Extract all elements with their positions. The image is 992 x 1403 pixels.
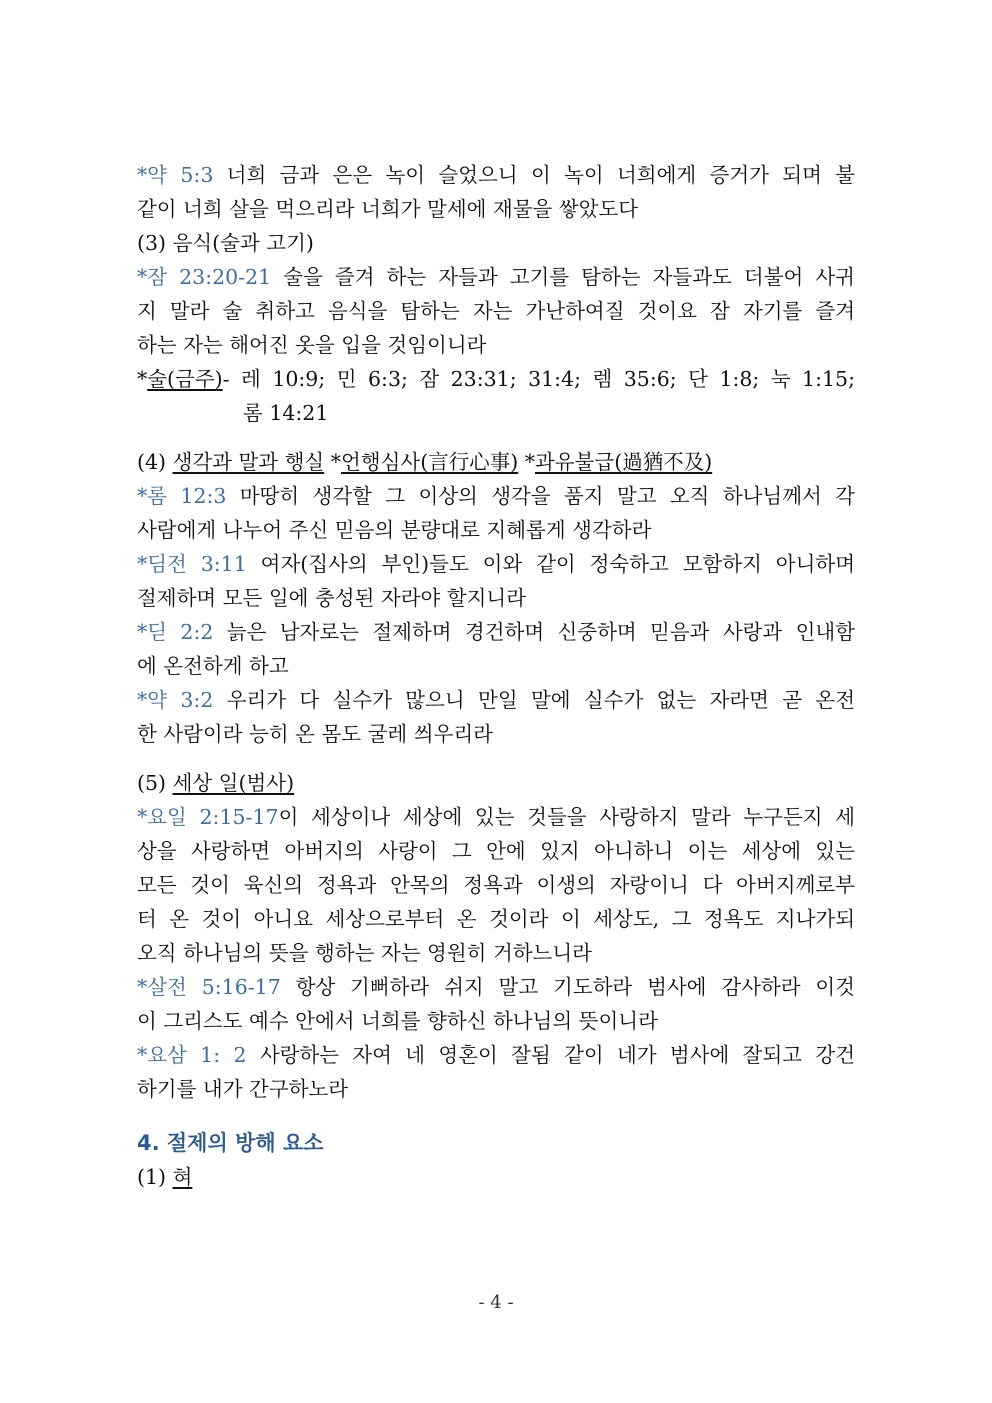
- line-text: 사랑하는 자여 네 영혼이 잘됨 같이 네가 범사에 잘되고 강건: [246, 1043, 855, 1067]
- section-heading-1: [137, 1160, 855, 1194]
- text-line: [137, 479, 855, 513]
- line-text: 늙은 남자로는 절제하며 경건하며 신중하며 믿음과 사랑과 인내함: [213, 620, 856, 644]
- section-title: 음식(술과 고기): [172, 231, 314, 255]
- text-line: [137, 1038, 855, 1072]
- scripture-ref: *살전 5:16-17: [137, 975, 281, 999]
- separator: *: [518, 450, 535, 474]
- keyword-2: 과유불급(過猶不及): [535, 450, 713, 474]
- section-number: (1): [137, 1165, 173, 1189]
- star-mark: *: [137, 367, 148, 391]
- reference-text: 롬 14:21: [243, 401, 329, 425]
- scripture-ref: *롬 12:3: [137, 484, 227, 508]
- section-heading-4: [137, 445, 855, 479]
- text-line: [137, 902, 855, 936]
- line-text: 터 온 것이 아니요 세상으로부터 온 것이라 이 세상도, 그 정욕도 지나가되: [137, 907, 855, 931]
- section-heading-3: [137, 226, 855, 260]
- scripture-ref: *요일 2:15-17: [137, 805, 279, 829]
- line-text: 절제하며 모든 일에 충성된 자라야 할지니라: [137, 586, 527, 610]
- line-text: 이 세상이나 세상에 있는 것들을 사랑하지 말라 누구든지 세: [278, 805, 856, 829]
- page-body: [137, 158, 855, 1194]
- text-line: [137, 615, 855, 649]
- section-title: 세상 일(범사): [172, 771, 295, 795]
- line-text: 사람에게 나누어 주신 믿음의 분량대로 지혜롭게 생각하라: [137, 518, 652, 542]
- section-number: (4): [137, 450, 173, 474]
- text-line: [137, 970, 855, 1004]
- separator: *: [324, 450, 341, 474]
- text-line: [137, 868, 855, 902]
- line-text: 우리가 다 실수가 많으니 만일 말에 실수가 없는 자라면 곧 온전: [213, 688, 855, 712]
- line-text: 상을 사랑하면 아버지의 사랑이 그 안에 있지 아니하니 이는 세상에 있는: [137, 839, 855, 863]
- text-line: [137, 683, 855, 717]
- text-line: [137, 649, 855, 683]
- text-line: [137, 192, 855, 226]
- reference-list-continued: [137, 396, 855, 430]
- text-line: [137, 158, 855, 192]
- text-line: [137, 1004, 855, 1038]
- section-heading-5: [137, 766, 855, 800]
- text-line: [137, 294, 855, 328]
- line-text: 하기를 내가 간구하노라: [137, 1077, 349, 1101]
- reference-text: - 레 10:9; 민 6:3; 잠 23:31; 31:4; 렘 35:6; 단 1:8; 눅 1:15;: [222, 367, 855, 391]
- scripture-ref: *약 5:3: [137, 163, 214, 187]
- text-line: [137, 936, 855, 970]
- line-text: 한 사람이라 능히 온 몸도 굴레 씌우리라: [137, 722, 493, 746]
- line-text: 이 그리스도 예수 안에서 너희를 향하신 하나님의 뜻이니라: [137, 1009, 658, 1033]
- line-text: 마땅히 생각할 그 이상의 생각을 품지 말고 오직 하나님께서 각: [226, 484, 855, 508]
- text-line: [137, 717, 855, 751]
- text-line: [137, 260, 855, 294]
- section-number: (5): [137, 771, 173, 795]
- text-line: [137, 581, 855, 615]
- text-line: [137, 834, 855, 868]
- line-text: 항상 기뻐하라 쉬지 말고 기도하라 범사에 감사하라 이것: [280, 975, 855, 999]
- line-text: 지 말라 술 취하고 음식을 탐하는 자는 가난하여질 것이요 잠 자기를 즐겨: [137, 299, 855, 323]
- line-text: 너희 금과 은은 녹이 슬었으니 이 녹이 너희에게 증거가 되며 불: [213, 163, 855, 187]
- line-text: 같이 너희 살을 먹으리라 너희가 말세에 재물을 쌓았도다: [137, 197, 639, 221]
- line-text: 에 온전하게 하고: [137, 654, 289, 678]
- text-line: [137, 513, 855, 547]
- text-line: [137, 328, 855, 362]
- keyword-1: 언행심사(言行心事): [341, 450, 519, 474]
- reference-list: [137, 362, 855, 396]
- text-line: [137, 1072, 855, 1106]
- scripture-ref: *잠 23:20-21: [137, 265, 272, 289]
- page-number: - 4 -: [478, 1292, 514, 1313]
- text-line: [137, 547, 855, 581]
- scripture-ref: *딛 2:2: [137, 620, 214, 644]
- scripture-ref: *요삼 1: 2: [137, 1043, 247, 1067]
- scripture-ref: *딤전 3:11: [137, 552, 247, 576]
- chapter-heading: 4. 절제의 방해 요소: [137, 1131, 324, 1155]
- section-title: 혀: [172, 1165, 193, 1189]
- section-number: (3): [137, 231, 173, 255]
- line-text: 오직 하나님의 뜻을 행하는 자는 영원히 거하느니라: [137, 941, 592, 965]
- scripture-ref: *약 3:2: [137, 688, 214, 712]
- line-text: 여자(집사의 부인)들도 이와 같이 정숙하고 모함하지 아니하며: [246, 552, 855, 576]
- line-text: 하는 자는 해어진 옷을 입을 것임이니라: [137, 333, 487, 357]
- section-title: 생각과 말과 행실: [172, 450, 325, 474]
- topic-label: 술(금주): [147, 367, 223, 391]
- text-line: [137, 800, 855, 834]
- line-text: 술을 즐겨 하는 자들과 고기를 탐하는 자들과도 더불어 사귀: [271, 265, 855, 289]
- line-text: 모든 것이 육신의 정욕과 안목의 정욕과 이생의 자랑이니 다 아버지께로부: [137, 873, 855, 897]
